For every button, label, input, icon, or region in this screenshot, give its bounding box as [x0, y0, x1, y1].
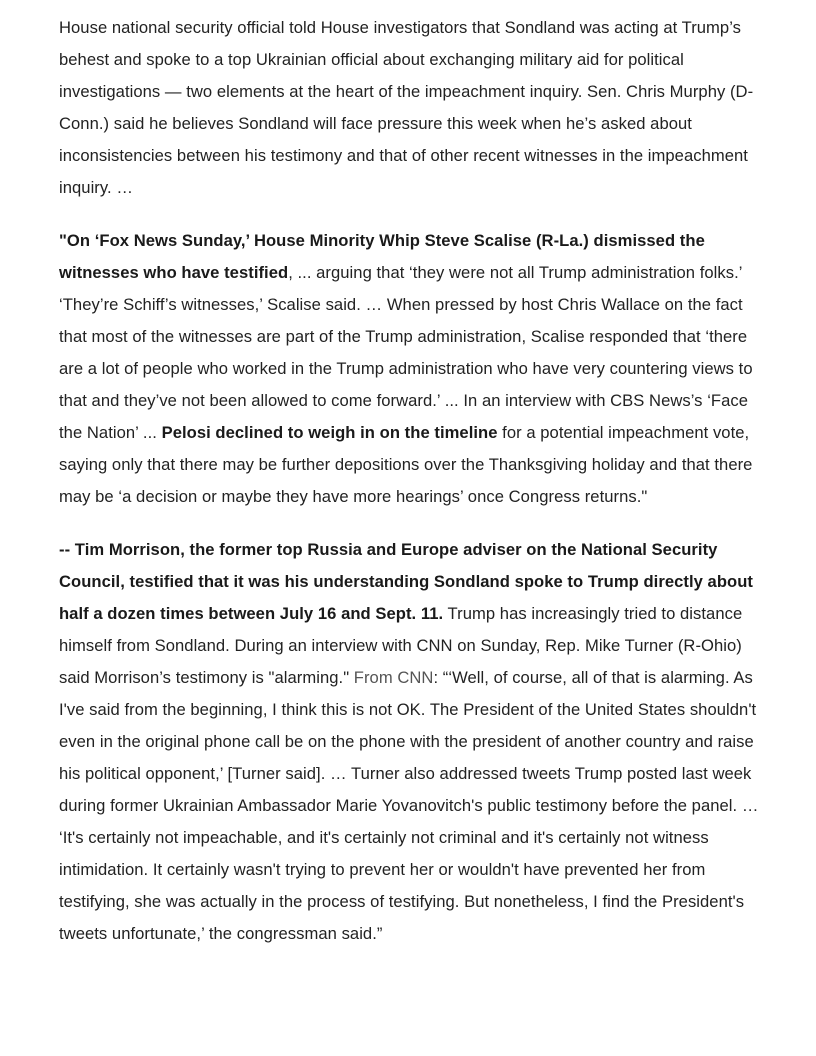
text-segment: : “‘Well, of course, all of that is alarming. As I've said from the beginning, I think this is not OK. The President of the United States shouldn't even in the original phone call be on the phone with the president of another country and raise his political opponent,’ [Turner said]. … Turner also addressed tweets Trump posted last week during former Ukrainian Ambassador Marie Yovanovitch's public testimony before the panel. … ‘It's certainly not impeachable, and it's certainly not criminal and it's certainly not witness intimidation. It certainly wasn't trying to prevent her or wouldn't have prevented her from testifying, she was actually in the process of testifying. But nonetheless, I find the President's tweets unfortunate,’ the congressman said.” [59, 668, 759, 943]
article-body [59, 12, 771, 950]
text-segment: Trump has increasingly tried to distance himself from Sondland. During an interview with CNN on Sunday, Rep. Mike Turner (R-Ohio) said Morrison’s testimony is "alarming." [59, 604, 743, 687]
text-segment: , ... arguing that ‘they were not all Trump administration folks.’ ‘They’re Schiff’s witnesses,’ Scalise said. … When pressed by host Chris Wallace on the fact that most of the witnesses are part of the Trump administration, Scalise responded that ‘there are a lot of people who worked in the Trump administration who have very countering views to that and they’ve not been allowed to come forward.’ ... In an interview with CBS News’s ‘Face the Nation’ ... [59, 263, 753, 442]
bold-morrison-lead: -- Tim Morrison, the former top Russia and Europe adviser on the National Security Council, testified that it was his understanding Sondland spoke to Trump directly about half a dozen times between July 16 and Sept. 11. [59, 540, 753, 623]
paragraph-morrison-turner [59, 534, 771, 950]
text-segment: for a potential impeachment vote, saying only that there may be further depositions over the Thanksgiving holiday and that there may be ‘a decision or maybe they have more hearings’ once Congress returns." [59, 423, 753, 506]
bold-pelosi-timeline: Pelosi declined to weigh in on the timeline [161, 423, 498, 442]
source-label-cnn: From CNN [353, 668, 434, 687]
bold-scalise-lead: "On ‘Fox News Sunday,’ House Minority Whip Steve Scalise (R-La.) dismissed the witnesses who have testified [59, 231, 705, 282]
paragraph-scalise-pelosi [59, 225, 771, 513]
text-segment: House national security official told House investigators that Sondland was acting at Trump’s behest and spoke to a top Ukrainian official about exchanging military aid for political investigations — two elements at the heart of the impeachment inquiry. Sen. Chris Murphy (D-Conn.) said he believes Sondland will face pressure this week when he’s asked about inconsistencies between his testimony and that of other recent witnesses in the impeachment inquiry. … [59, 18, 754, 197]
paragraph-sondland-behest [59, 12, 771, 204]
